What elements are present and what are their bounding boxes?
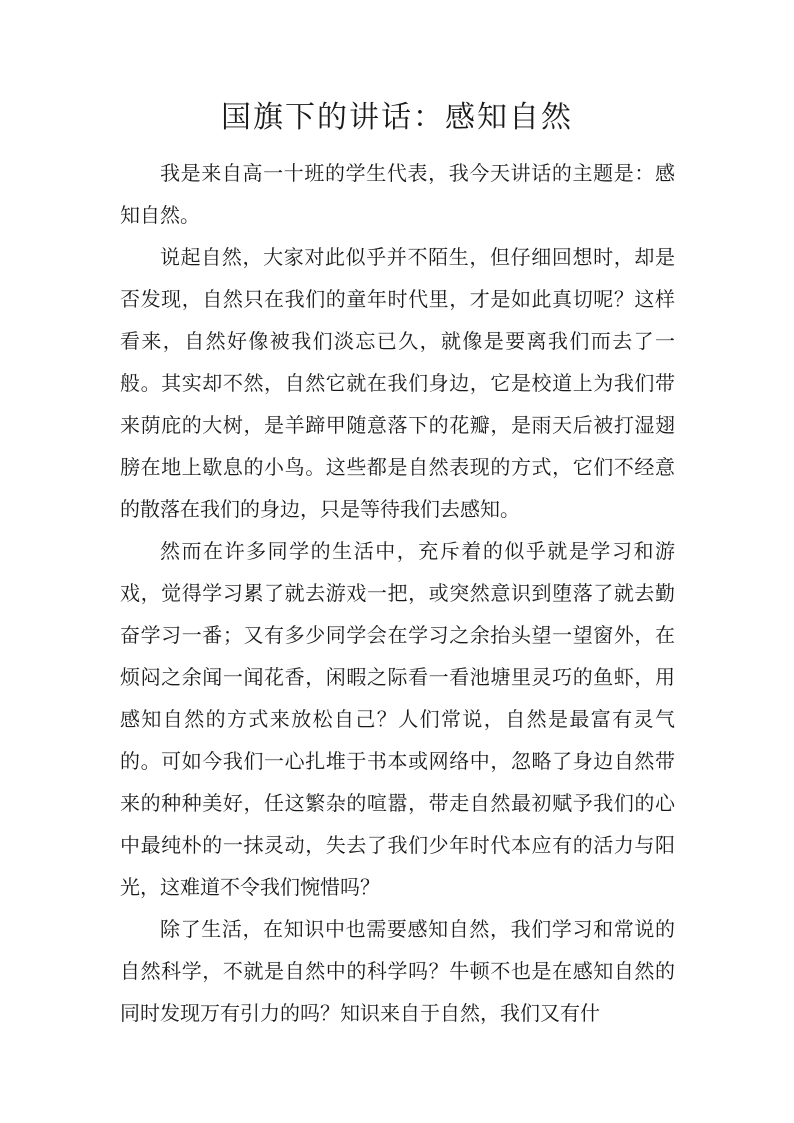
paragraph: 我是来自高一十班的学生代表，我今天讲话的主题是：感知自然。 bbox=[120, 161, 675, 227]
document-body bbox=[120, 152, 675, 1034]
document-title: 国旗下的讲话：感知自然 bbox=[221, 100, 573, 135]
paragraph: 然而在许多同学的生活中，充斥着的似乎就是学习和游戏，觉得学习累了就去游戏一把，或突然意识到堕落了就去勤奋学习一番；又有多少同学会在学习之余抬头望一望窗外，在烦闷之余闻一闻花香，闲暇之际看一看池塘里灵巧的鱼虾，用感知自然的方式来放松自己？人们常说，自然是最富有灵气的。可如今我们一心扎堆于书本或网络中，忽略了身边自然带来的种种美好，任这繁杂的喧嚣，带走自然最初赋予我们的心中最纯朴的一抹灵动，失去了我们少年时代本应有的活力与阳光，这难道不令我们惋惜吗？ bbox=[120, 539, 675, 899]
paragraph: 除了生活，在知识中也需要感知自然，我们学习和常说的自然科学，不就是自然中的科学吗？牛顿不也是在感知自然的同时发现万有引力的吗？知识来自于自然，我们又有什 bbox=[120, 917, 675, 1025]
paragraph: 说起自然，大家对此似乎并不陌生，但仔细回想时，却是否发现，自然只在我们的童年时代里，才是如此真切呢？这样看来，自然好像被我们淡忘已久，就像是要离我们而去了一般。其实却不然，自然它就在我们身边，它是校道上为我们带来荫庇的大树，是羊蹄甲随意落下的花瓣，是雨天后被打湿翅膀在地上歇息的小鸟。这些都是自然表现的方式，它们不经意的散落在我们的身边，只是等待我们去感知。 bbox=[120, 245, 675, 521]
